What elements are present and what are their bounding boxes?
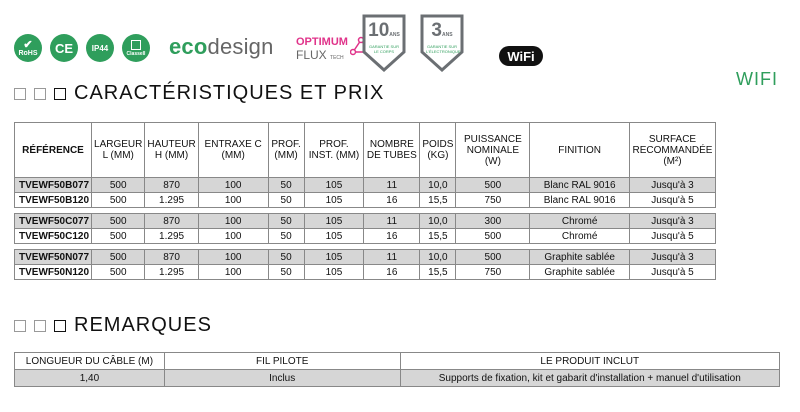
- table-cell: 11: [364, 214, 420, 229]
- warranty-3-years-shield: 3ANS GARANTIE SUR L'ÉLECTRONIQUE: [420, 14, 464, 72]
- specs-header-row: [15, 123, 716, 178]
- ip44-badge: IP44: [86, 34, 114, 62]
- header-cell: SURFACE RECOMMANDÉE (M²): [629, 123, 715, 178]
- ecodesign-logo: ecodesign: [169, 34, 274, 59]
- table-cell: 100: [198, 229, 268, 244]
- remarks-table: [14, 352, 780, 387]
- table-row: [15, 214, 716, 229]
- table-cell: 11: [364, 250, 420, 265]
- header-cell: RÉFÉRENCE: [15, 123, 92, 178]
- table-cell: 500: [92, 214, 145, 229]
- table-cell: 1.295: [145, 265, 198, 280]
- table-cell: 100: [198, 178, 268, 193]
- header-cell: FIL PILOTE: [164, 353, 400, 370]
- table-cell: Jusqu'à 5: [629, 265, 715, 280]
- table-row: [15, 178, 716, 193]
- table-cell: Chromé: [530, 229, 630, 244]
- section-title-specs: [14, 82, 384, 105]
- table-cell: 300: [456, 214, 530, 229]
- header-cell: HAUTEUR H (MM): [145, 123, 198, 178]
- header-cell: NOMBRE DE TUBES: [364, 123, 420, 178]
- table-cell: 11: [364, 178, 420, 193]
- table-cell: 50: [268, 265, 304, 280]
- table-cell: 105: [304, 178, 364, 193]
- table-cell: Blanc RAL 9016: [530, 193, 630, 208]
- table-cell: 16: [364, 193, 420, 208]
- table-cell: 500: [456, 178, 530, 193]
- header-cell: PROF. (MM): [268, 123, 304, 178]
- table-row: [15, 265, 716, 280]
- rohs-badge: ✔ RoHS: [14, 34, 42, 62]
- table-cell: Chromé: [530, 214, 630, 229]
- table-cell: Jusqu'à 5: [629, 193, 715, 208]
- table-row: [15, 193, 716, 208]
- table-cell: 1.295: [145, 193, 198, 208]
- section-title-remarks: [14, 314, 212, 337]
- table-cell: Blanc RAL 9016: [530, 178, 630, 193]
- table-cell: 10,0: [420, 250, 456, 265]
- table-cell: 50: [268, 229, 304, 244]
- table-cell: 105: [304, 214, 364, 229]
- table-cell: 500: [92, 265, 145, 280]
- table-cell: TVEWF50N077: [15, 250, 92, 265]
- table-cell: 105: [304, 265, 364, 280]
- table-cell: 500: [92, 193, 145, 208]
- header-cell: LONGUEUR DU CÂBLE (M): [15, 353, 165, 370]
- header-cell: LARGEUR L (MM): [92, 123, 145, 178]
- table-cell: TVEWF50B077: [15, 178, 92, 193]
- header-cell: PROF. INST. (MM): [304, 123, 364, 178]
- table-cell: Jusqu'à 3: [629, 250, 715, 265]
- table-cell: Jusqu'à 3: [629, 214, 715, 229]
- table-cell: Jusqu'à 5: [629, 229, 715, 244]
- table-cell: 15,5: [420, 193, 456, 208]
- table-cell: 500: [92, 178, 145, 193]
- table-cell: 500: [456, 229, 530, 244]
- table-cell: TVEWF50C120: [15, 229, 92, 244]
- table-cell: 870: [145, 250, 198, 265]
- warranty-10-years-shield: 10ANS GARANTIE SUR LE CORPS: [362, 14, 406, 72]
- square-icon: [54, 88, 66, 100]
- table-cell: 750: [456, 265, 530, 280]
- table-cell: 750: [456, 193, 530, 208]
- table-cell: TVEWF50N120: [15, 265, 92, 280]
- table-cell: 50: [268, 178, 304, 193]
- section-heading: CARACTÉRISTIQUES ET PRIX: [74, 82, 385, 104]
- table-row: [15, 229, 716, 244]
- wifi-label: WIFI: [736, 69, 778, 89]
- specs-table: [14, 122, 716, 280]
- table-cell: Inclus: [164, 370, 400, 387]
- class2-badge: ClasseII: [122, 34, 150, 62]
- table-cell: 500: [92, 250, 145, 265]
- table-cell: Graphite sablée: [530, 250, 630, 265]
- table-cell: 10,0: [420, 214, 456, 229]
- optimum-flux-logo: OPTIMUM FLUX TECH: [296, 36, 348, 62]
- remarks-header-row: [15, 353, 780, 370]
- table-cell: 1,40: [15, 370, 165, 387]
- table-cell: 1.295: [145, 229, 198, 244]
- table-cell: 50: [268, 193, 304, 208]
- table-cell: 105: [304, 193, 364, 208]
- table-cell: Graphite sablée: [530, 265, 630, 280]
- table-cell: 100: [198, 193, 268, 208]
- table-cell: 10,0: [420, 178, 456, 193]
- header-cell: FINITION: [530, 123, 630, 178]
- table-cell: 100: [198, 265, 268, 280]
- ce-badge: CE: [50, 34, 78, 62]
- square-icon: [34, 88, 46, 100]
- header-cell: PUISSANCE NOMINALE (W): [456, 123, 530, 178]
- table-cell: Jusqu'à 3: [629, 178, 715, 193]
- certification-badges: [14, 8, 554, 66]
- table-row: [15, 250, 716, 265]
- table-cell: 16: [364, 265, 420, 280]
- table-cell: 50: [268, 214, 304, 229]
- wifi-logo: WiFi: [499, 46, 543, 66]
- section-heading: REMARQUES: [74, 314, 212, 336]
- table-cell: 100: [198, 214, 268, 229]
- header-cell: POIDS (KG): [420, 123, 456, 178]
- table-cell: 500: [92, 229, 145, 244]
- table-cell: 50: [268, 250, 304, 265]
- square-icon: [54, 320, 66, 332]
- table-cell: TVEWF50C077: [15, 214, 92, 229]
- table-cell: 105: [304, 229, 364, 244]
- table-cell: 15,5: [420, 229, 456, 244]
- table-cell: 105: [304, 250, 364, 265]
- table-cell: 870: [145, 178, 198, 193]
- table-cell: Supports de fixation, kit et gabarit d'installation + manuel d'utilisation: [400, 370, 779, 387]
- table-row: [15, 370, 780, 387]
- table-cell: 100: [198, 250, 268, 265]
- square-icon: [14, 320, 26, 332]
- table-cell: 15,5: [420, 265, 456, 280]
- table-cell: 16: [364, 229, 420, 244]
- square-icon: [34, 320, 46, 332]
- table-cell: TVEWF50B120: [15, 193, 92, 208]
- table-cell: 500: [456, 250, 530, 265]
- square-icon: [14, 88, 26, 100]
- header-cell: LE PRODUIT INCLUT: [400, 353, 779, 370]
- header-cell: ENTRAXE C (MM): [198, 123, 268, 178]
- table-cell: 870: [145, 214, 198, 229]
